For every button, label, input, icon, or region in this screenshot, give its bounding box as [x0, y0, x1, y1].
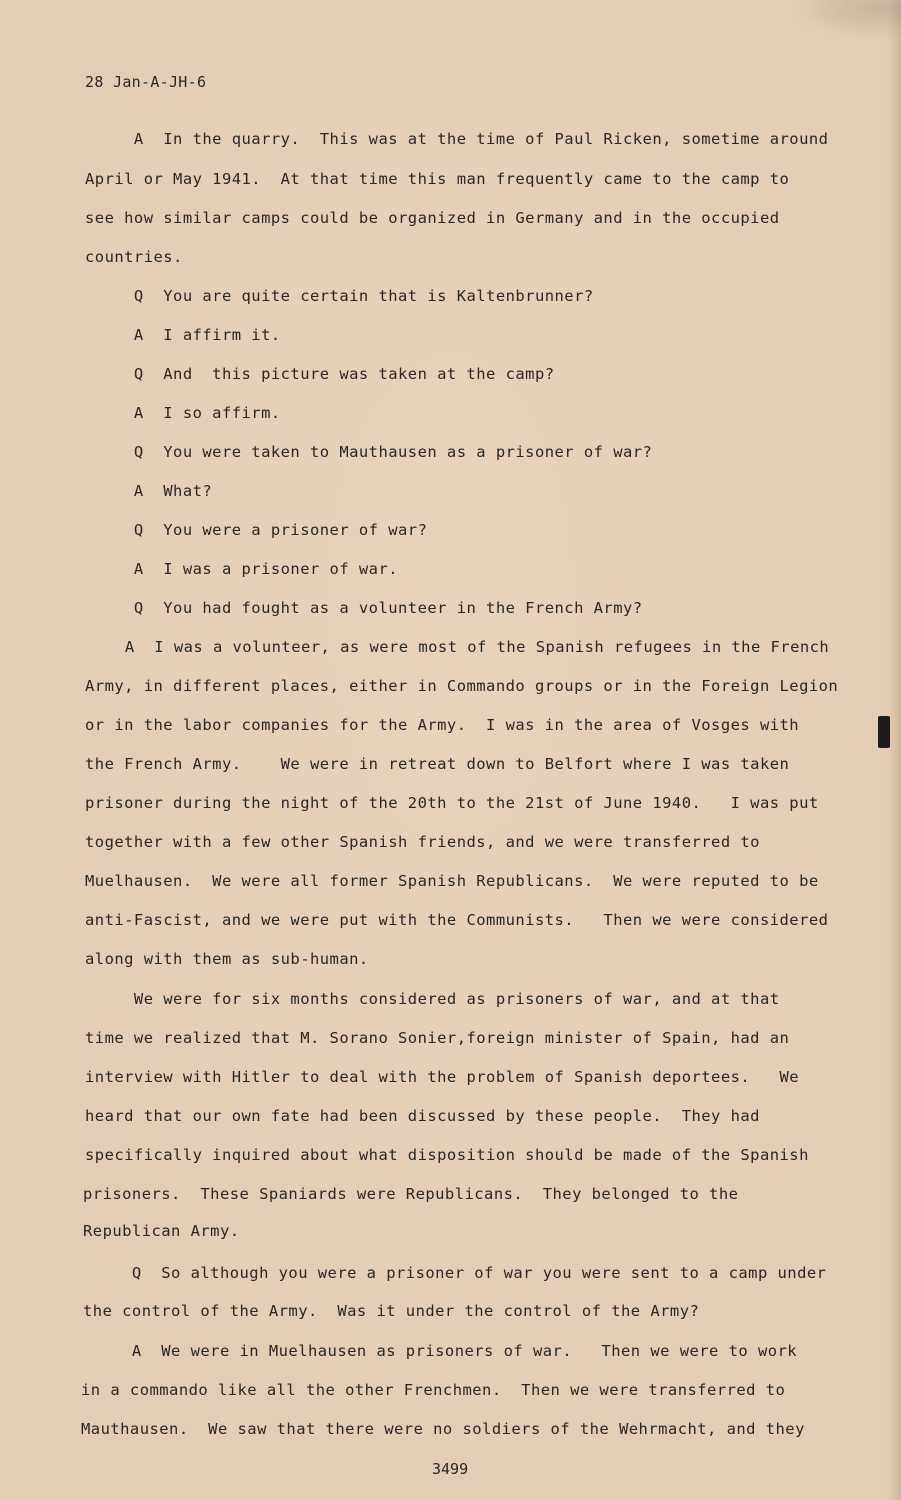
transcript-line: A In the quarry. This was at the time of Paul Ricken, sometime around — [85, 130, 829, 148]
paper-smudge — [791, 0, 901, 40]
transcript-line: A What? — [85, 482, 213, 500]
transcript-line: specifically inquired about what disposition should be made of the Spanish — [85, 1146, 809, 1164]
transcript-line: the French Army. We were in retreat down to Belfort where I was taken — [85, 755, 790, 773]
transcript-line: Q You are quite certain that is Kaltenbrunner? — [85, 287, 594, 305]
transcript-line: in a commando like all the other Frenchmen. Then we were transferred to — [81, 1381, 786, 1399]
transcript-line: A I was a volunteer, as were most of the Spanish refugees in the French — [76, 638, 830, 656]
transcript-line: time we realized that M. Sorano Sonier,foreign minister of Spain, had an — [85, 1029, 790, 1047]
binder-clip-mark — [878, 716, 890, 748]
transcript-line: or in the labor companies for the Army. I was in the area of Vosges with — [85, 716, 800, 734]
transcript-line: see how similar camps could be organized in Germany and in the occupied — [85, 209, 780, 227]
transcript-line: heard that our own fate had been discussed by these people. They had — [85, 1107, 760, 1125]
transcript-line: Republican Army. — [83, 1222, 240, 1240]
transcript-line: anti-Fascist, and we were put with the Communists. Then we were considered — [85, 911, 829, 929]
transcript-line: Q You had fought as a volunteer in the French Army? — [85, 599, 643, 617]
transcript-line: interview with Hitler to deal with the problem of Spanish deportees. We — [85, 1068, 800, 1086]
transcript-line: Army, in different places, either in Commando groups or in the Foreign Legion — [85, 677, 839, 695]
transcript-line: Q So although you were a prisoner of war you were sent to a camp under — [83, 1264, 827, 1282]
page-number: 3499 — [432, 1460, 469, 1478]
transcript-line: countries. — [85, 248, 183, 266]
transcript-line: together with a few other Spanish friends, and we were transferred to — [85, 833, 760, 851]
transcript-line: Muelhausen. We were all former Spanish Republicans. We were reputed to be — [85, 872, 819, 890]
transcript-line: prisoner during the night of the 20th to the 21st of June 1940. I was put — [85, 794, 819, 812]
transcript-line: prisoners. These Spaniards were Republicans. They belonged to the — [83, 1185, 739, 1203]
transcript-line: along with them as sub-human. — [85, 950, 369, 968]
transcript-line: Q You were a prisoner of war? — [85, 521, 428, 539]
page-header: 28 Jan-A-JH-6 — [85, 73, 207, 91]
transcript-line: A I was a prisoner of war. — [85, 560, 399, 578]
transcript-line: A We were in Muelhausen as prisoners of war. Then we were to work — [83, 1342, 798, 1360]
paper-edge — [887, 0, 901, 1500]
transcript-line: We were for six months considered as prisoners of war, and at that — [85, 990, 780, 1008]
transcript-line: Q And this picture was taken at the camp? — [85, 365, 555, 383]
transcript-line: the control of the Army. Was it under the control of the Army? — [83, 1302, 700, 1320]
transcript-line: A I affirm it. — [85, 326, 281, 344]
transcript-line: Mauthausen. We saw that there were no soldiers of the Wehrmacht, and they — [81, 1420, 805, 1438]
transcript-line: A I so affirm. — [85, 404, 281, 422]
transcript-line: April or May 1941. At that time this man frequently came to the camp to — [85, 170, 790, 188]
transcript-line: Q You were taken to Mauthausen as a prisoner of war? — [85, 443, 653, 461]
